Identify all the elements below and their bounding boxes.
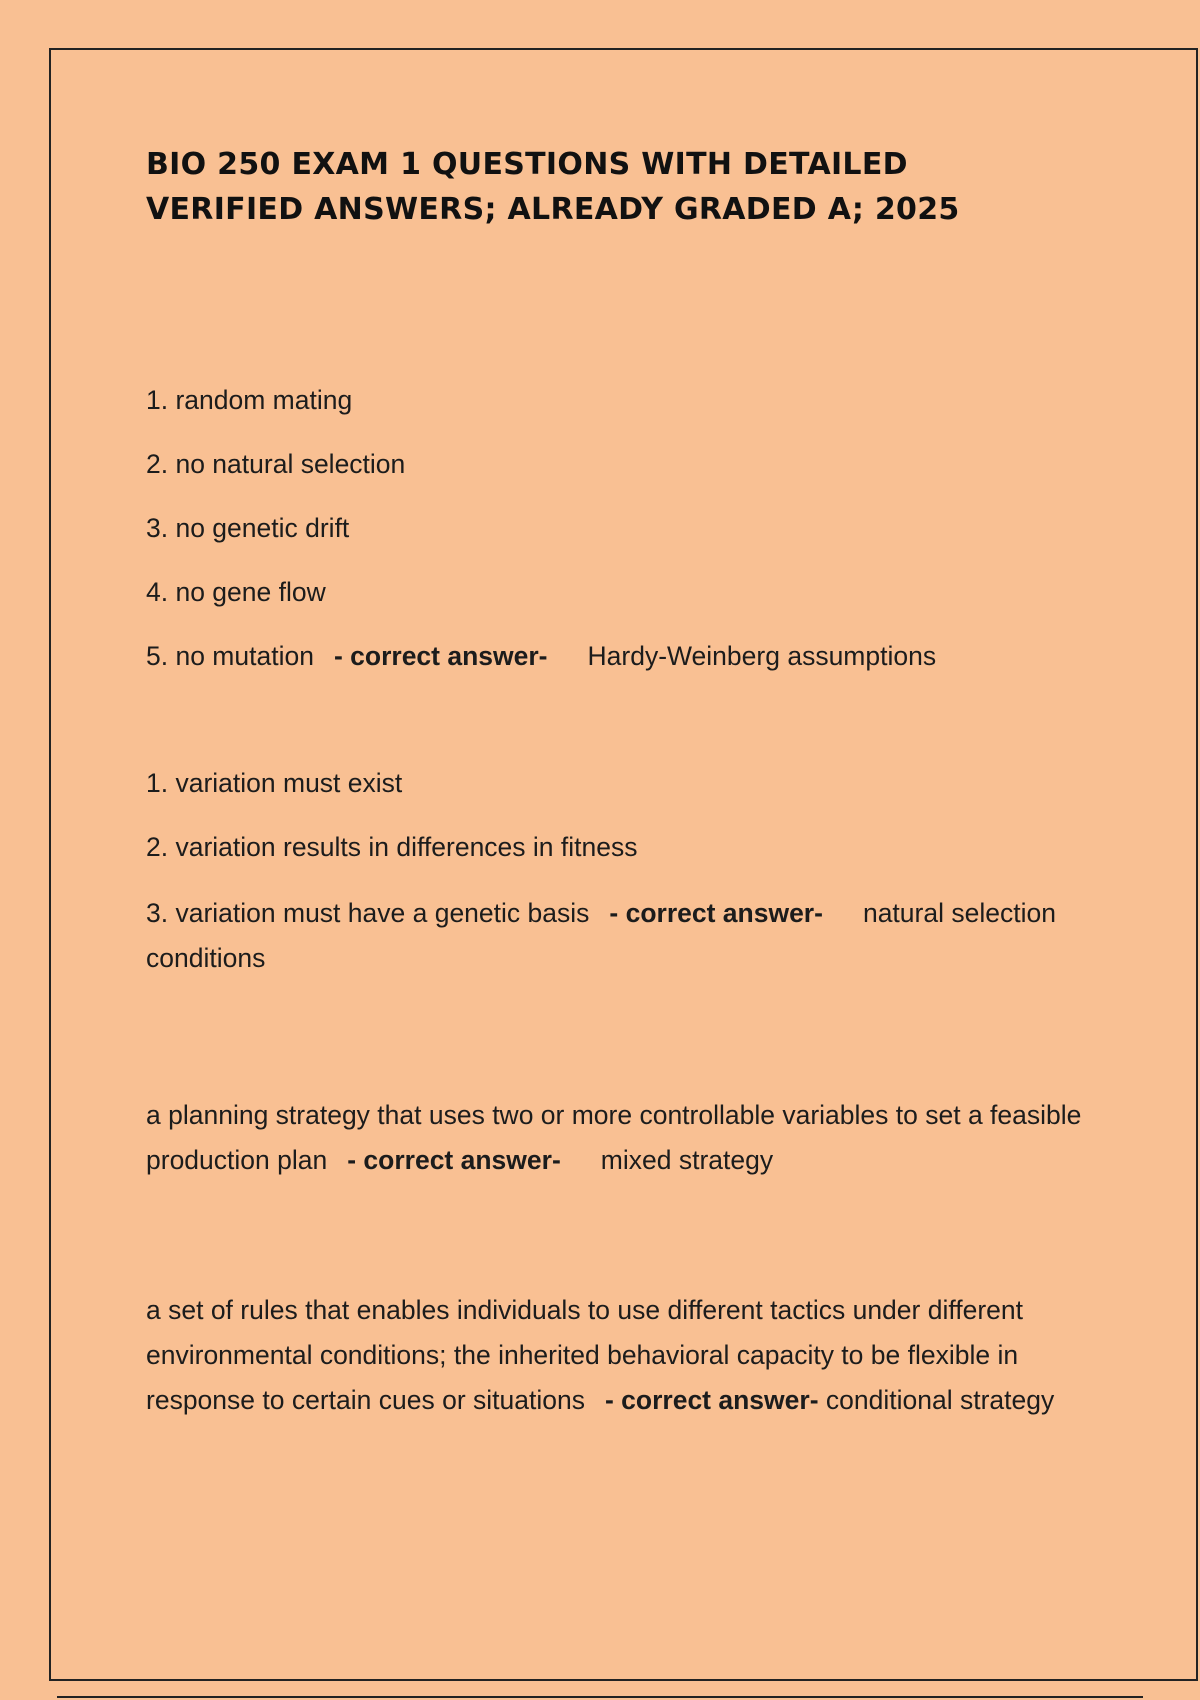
title-line-2: VERIFIED ANSWERS; ALREADY GRADED A; 2025 bbox=[146, 192, 960, 227]
question-block-natural-selection bbox=[146, 763, 1106, 981]
question-text: 5. no mutation bbox=[146, 641, 314, 671]
question-text: a set of rules that enables individuals to use different tactics under different environmental conditions; the inherited behavioral capacity to be flexible in response to certain cues or situations bbox=[146, 1295, 1023, 1415]
footer-divider bbox=[57, 1696, 1143, 1698]
answer-marker: - correct answer- bbox=[347, 1145, 561, 1175]
question-block-hardy-weinberg bbox=[146, 380, 1106, 676]
question-line: 1. random mating bbox=[146, 385, 353, 415]
question-line-with-answer bbox=[146, 891, 1106, 981]
answer-marker: - correct answer- bbox=[609, 898, 823, 928]
question-prompt-with-answer bbox=[146, 1093, 1106, 1183]
question-line-with-answer bbox=[146, 636, 1106, 676]
answer-marker: - correct answer- bbox=[333, 641, 548, 671]
question-prompt-with-answer bbox=[146, 1288, 1106, 1423]
title-line-1: BIO 250 EXAM 1 QUESTIONS WITH DETAILED bbox=[146, 147, 908, 182]
question-line: 3. no genetic drift bbox=[146, 513, 350, 543]
question-block-conditional-strategy bbox=[146, 1288, 1106, 1423]
document-title bbox=[146, 142, 1106, 232]
answer-text: Hardy-Weinberg assumptions bbox=[587, 641, 937, 671]
question-block-mixed-strategy bbox=[146, 1093, 1106, 1183]
question-list bbox=[146, 380, 1106, 1423]
question-line: 2. variation results in differences in fitness bbox=[146, 832, 638, 862]
answer-marker: - correct answer- bbox=[604, 1385, 819, 1415]
question-line: 2. no natural selection bbox=[146, 449, 406, 479]
question-text: 3. variation must have a genetic basis bbox=[146, 898, 590, 928]
question-line: 4. no gene flow bbox=[146, 577, 326, 607]
question-text: a planning strategy that uses two or more controllable variables to set a feasible production plan bbox=[146, 1100, 1082, 1175]
answer-text: mixed strategy bbox=[600, 1145, 774, 1175]
answer-text: natural selection conditions bbox=[146, 898, 1056, 973]
question-line: 1. variation must exist bbox=[146, 768, 403, 798]
answer-text: conditional strategy bbox=[825, 1385, 1055, 1415]
